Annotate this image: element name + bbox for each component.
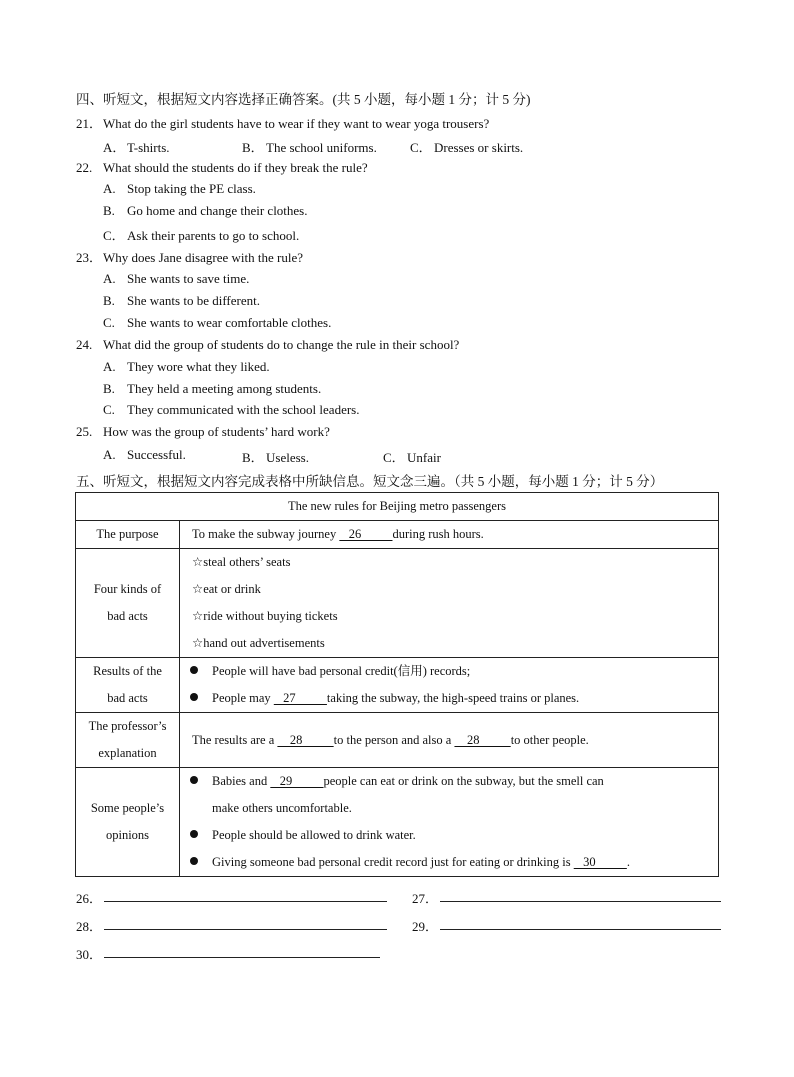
row-purpose: The purpose To make the subway journey 26 during rush hours. (76, 521, 719, 549)
answer-line-30[interactable] (104, 957, 380, 958)
option-23-a: A. She wants to save time. (103, 271, 250, 286)
answer-label-29: 29． (412, 919, 439, 934)
answer-line-29[interactable] (440, 929, 721, 930)
bullet-icon (190, 857, 198, 865)
option-22-b: B. Go home and change their clothes. (103, 203, 308, 218)
label-purpose: The purpose (76, 521, 180, 549)
list-item: ☆ride without buying tickets (192, 609, 338, 623)
label-professor: The professor’s explanation (76, 713, 180, 768)
option-24-c: C. They communicated with the school leaders. (103, 402, 360, 417)
blank-26[interactable]: 26 (339, 527, 393, 541)
blank-29[interactable]: 29 (270, 774, 324, 788)
blank-28b[interactable]: 28 (454, 732, 511, 747)
bullet-icon (190, 776, 198, 784)
bullet-icon (190, 693, 198, 701)
list-item: ☆eat or drink (192, 582, 261, 596)
option-24-a: A. They wore what they liked. (103, 359, 270, 374)
blank-30[interactable]: 30 (573, 855, 627, 869)
option-22-c: C． Ask their parents to go to school. (103, 228, 300, 243)
label-results: Results of the bad acts (76, 658, 180, 713)
option-25-a: A. Successful. (103, 447, 186, 462)
answer-label-26: 26． (76, 891, 103, 906)
answer-label-27: 27． (412, 891, 439, 906)
question-25: 25. How was the group of students’ hard work? (76, 424, 330, 439)
row-bad-acts (76, 549, 719, 658)
question-22: 22. What should the students do if they break the rule? (76, 160, 368, 175)
option-23-b: B. She wants to be different. (103, 293, 260, 308)
section-4-title: 四、听短文，根据短文内容选择正确答案。(共 5 小题，每小题 1 分；计 5 分) (76, 92, 531, 107)
row-opinions: Some people’s opinions Babies and 29 people can eat or drink on the subway, but the smell can make others uncomfortable. People should be allowed to drink water. Giving someone bad personal credit record just for eating or drinking is 30 . (76, 768, 719, 877)
bullet-icon (190, 830, 198, 838)
answer-label-30: 30． (76, 947, 103, 962)
question-text: What do the girl students have to wear if they want to wear yoga trousers? (103, 116, 490, 131)
option-25-b: B． Useless. (242, 450, 309, 465)
blank-27[interactable]: 27 (273, 691, 327, 705)
question-23: 23．Why does Jane disagree with the rule? (76, 250, 303, 265)
list-item: ☆steal others’ seats (192, 555, 291, 569)
blank-28a[interactable]: 28 (277, 732, 334, 747)
label-opinions: Some people’s opinions (76, 768, 180, 877)
option-22-a: A. Stop taking the PE class. (103, 181, 256, 196)
label-bad-acts: Four kinds of bad acts (76, 549, 180, 658)
section-5-title: 五、听短文，根据短文内容完成表格中所缺信息。短文念三遍。（共 5 小题，每小题 1 分；计 5 分） (76, 474, 664, 489)
list-item: ☆hand out advertisements (192, 636, 325, 650)
table-header: The new rules for Beijing metro passengers (76, 493, 719, 521)
question-21 (76, 113, 489, 132)
option-21-b: B． The school uniforms. (242, 140, 377, 155)
answer-line-26[interactable] (104, 901, 387, 902)
answer-line-28[interactable] (104, 929, 387, 930)
rules-table (75, 492, 719, 877)
option-23-c: C. She wants to wear comfortable clothes. (103, 315, 332, 330)
option-24-b: B. They held a meeting among students. (103, 381, 322, 396)
row-results: Results of the bad acts People will have bad personal credit(信用) records; People may 27 taking the subway, the high-speed trains or planes. (76, 658, 719, 713)
answer-label-28: 28． (76, 919, 103, 934)
row-professor: The professor’s explanation The results are a 28 to the person and also a 28 to other people. (76, 713, 719, 768)
option-21-c: C． Dresses or skirts. (410, 140, 524, 155)
question-number: 21． (76, 116, 103, 131)
bullet-icon (190, 666, 198, 674)
answer-line-27[interactable] (440, 901, 721, 902)
question-24: 24. What did the group of students do to change the rule in their school? (76, 337, 460, 352)
option-25-c: C． Unfair (383, 450, 441, 465)
option-21-a: A． T-shirts. (103, 140, 170, 155)
